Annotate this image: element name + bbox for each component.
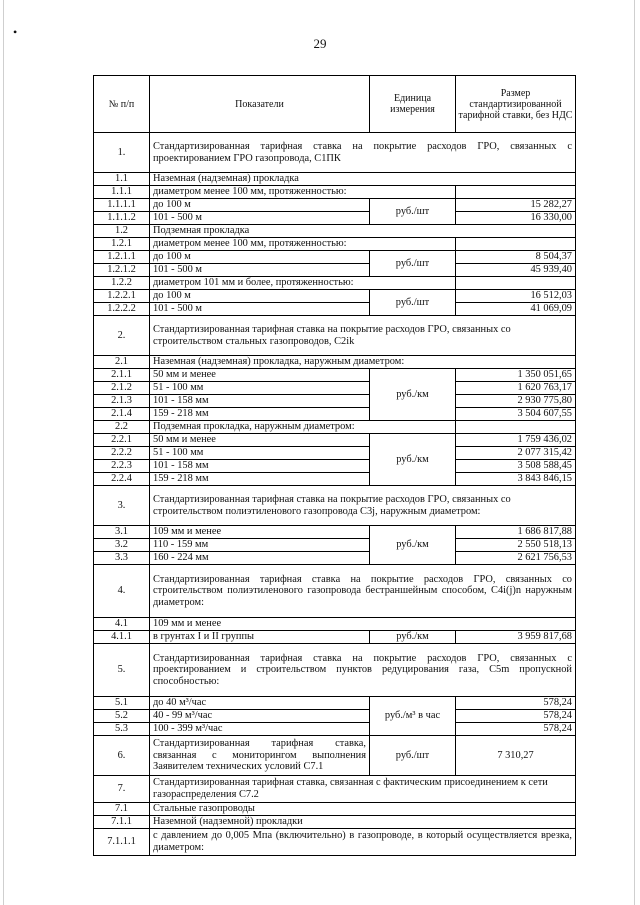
row-value: 1 686 817,88 [456,526,576,539]
row-text: 51 - 100 мм [150,382,370,395]
row-text: 101 - 500 м [150,303,370,316]
row-value [456,277,576,290]
table-row [94,473,576,486]
row-num: 1.2.1.1 [94,251,150,264]
row-value: 16 330,00 [456,212,576,225]
row-num: 6. [94,736,150,776]
table-row [94,316,576,356]
row-num: 1.2.2.2 [94,303,150,316]
row-value: 578,24 [456,710,576,723]
row-num: 1.1 [94,173,150,186]
table-row [94,199,576,212]
row-num: 4.1 [94,618,150,631]
row-value: 1 759 436,02 [456,434,576,447]
row-text: Стандартизированная тарифная ставка на покрытие расходов ГРО, связанных со строительством стальных газопроводов, C2ik [150,316,576,356]
row-num: 2.1.4 [94,408,150,421]
row-text: до 100 м [150,199,370,212]
table-row [94,382,576,395]
row-value: 16 512,03 [456,290,576,303]
row-text: 50 мм и менее [150,434,370,447]
row-value: 3 843 846,15 [456,473,576,486]
row-num: 1.2.1 [94,238,150,251]
table-row [94,395,576,408]
table-row [94,238,576,251]
row-value: 8 504,37 [456,251,576,264]
row-text: 40 - 99 м³/час [150,710,370,723]
row-num: 2.1 [94,356,150,369]
table-row [94,565,576,618]
row-text: 160 - 224 мм [150,552,370,565]
table-row [94,539,576,552]
table-row [94,356,576,369]
row-value: 3 504 607,55 [456,408,576,421]
row-num: 3.1 [94,526,150,539]
row-text: 51 - 100 мм [150,447,370,460]
row-text: 109 мм и менее [150,526,370,539]
table-row [94,618,576,631]
table-row [94,408,576,421]
margin-mark: • [13,25,18,39]
row-value: 45 939,40 [456,264,576,277]
row-value: 41 069,09 [456,303,576,316]
table-row [94,264,576,277]
row-num: 7.1.1.1 [94,829,150,856]
row-num: 2.2.2 [94,447,150,460]
table-row [94,434,576,447]
row-text: Наземная (надземная) прокладка [150,173,576,186]
row-value: 2 077 315,42 [456,447,576,460]
row-value: 2 550 518,13 [456,539,576,552]
header-indicator: Показатели [150,76,370,133]
table-row [94,173,576,186]
table-row [94,710,576,723]
table-row [94,723,576,736]
row-num: 7.1 [94,803,150,816]
row-num: 3.3 [94,552,150,565]
row-num: 1.1.1.1 [94,199,150,212]
table-row [94,829,576,856]
row-value [456,186,576,199]
page-number: 29 [313,36,327,51]
row-text: Стандартизированная тарифная ставка на покрытие расходов ГРО, связанных с проектированием ГРО газопровода, C1ПК [150,133,576,173]
row-num: 2.1.1 [94,369,150,382]
table-row [94,212,576,225]
row-value: 7 310,27 [456,736,576,776]
table-row [94,552,576,565]
row-text: Подземная прокладка, наружным диаметром: [150,421,456,434]
row-num: 7.1.1 [94,816,150,829]
row-num: 2.2 [94,421,150,434]
row-text: до 100 м [150,290,370,303]
table-row [94,369,576,382]
row-value: 1 350 051,65 [456,369,576,382]
row-text: Стандартизированная тарифная ставка, связанная с мониторингом выполнения Заявителем технических условий C7.1 [150,736,370,776]
table-row [94,776,576,803]
table-row [94,277,576,290]
table-row [94,133,576,173]
row-text: Стандартизированная тарифная ставка на покрытие расходов ГРО, связанных со строительством полиэтиленового газопровода C3j, наружным диаметром: [150,486,576,526]
table-row [94,486,576,526]
row-text: 50 мм и менее [150,369,370,382]
row-unit: руб./м³ в час [370,697,456,736]
row-num: 5.3 [94,723,150,736]
table-row [94,447,576,460]
table-row [94,421,576,434]
row-num: 4. [94,565,150,618]
row-num: 2. [94,316,150,356]
row-value: 3 959 817,68 [456,631,576,644]
row-value: 2 930 775,80 [456,395,576,408]
header-num: № п/п [94,76,150,133]
row-text: Стандартизированная тарифная ставка на покрытие расходов ГРО, связанных со строительством полиэтиленового газопровода бестраншейным способом, C4i(j)n наружным диаметром: [150,565,576,618]
row-text: Подземная прокладка [150,225,576,238]
table-row [94,631,576,644]
row-text: Наземная (надземная) прокладка, наружным диаметром: [150,356,576,369]
row-num: 3. [94,486,150,526]
table-row [94,290,576,303]
table-row [94,816,576,829]
row-text: в грунтах I и II группы [150,631,370,644]
row-num: 1.2.2.1 [94,290,150,303]
header-rate: Размер стандартизированной тарифной ставки, без НДС [456,76,576,133]
row-text: диаметром менее 100 мм, протяженностью: [150,238,456,251]
row-num: 5.1 [94,697,150,710]
table-row [94,186,576,199]
table-row [94,736,576,776]
row-unit: руб./км [370,369,456,421]
row-num: 5. [94,644,150,697]
row-text: с давлением до 0,005 Мпа (включительно) в газопроводе, в который осуществляется врезка, диаметром: [150,829,576,856]
table-row [94,303,576,316]
table-row [94,803,576,816]
row-text: 101 - 158 мм [150,460,370,473]
row-text: 101 - 500 м [150,212,370,225]
row-num: 4.1.1 [94,631,150,644]
row-num: 3.2 [94,539,150,552]
row-unit: руб./шт [370,251,456,277]
row-text: диаметром 101 мм и более, протяженностью: [150,277,456,290]
row-num: 1.2 [94,225,150,238]
row-text: до 100 м [150,251,370,264]
tariff-table [93,75,576,856]
row-text: Стандартизированная тарифная ставка, связанная с фактическим присоединением к сети газораспределения C7.2 [150,776,576,803]
row-text: Стандартизированная тарифная ставка на покрытие расходов ГРО, связанных с проектированием и строительством пунктов редуцирования газа, C5m пропускной способностью: [150,644,576,697]
row-num: 7. [94,776,150,803]
row-text: 159 - 218 мм [150,408,370,421]
row-text: до 40 м³/час [150,697,370,710]
row-value: 15 282,27 [456,199,576,212]
row-num: 2.2.1 [94,434,150,447]
scan-edge-right [634,0,635,905]
row-text: 159 - 218 мм [150,473,370,486]
table-row [94,460,576,473]
row-num: 1. [94,133,150,173]
row-num: 1.2.2 [94,277,150,290]
row-text: 109 мм и менее [150,618,576,631]
row-num: 2.2.4 [94,473,150,486]
row-unit: руб./км [370,631,456,644]
table-row [94,526,576,539]
row-unit: руб./км [370,526,456,565]
row-value [456,421,576,434]
row-num: 1.1.1.2 [94,212,150,225]
row-value: 578,24 [456,697,576,710]
row-text: Стальные газопроводы [150,803,576,816]
row-num: 2.1.3 [94,395,150,408]
table-row [94,225,576,238]
row-text: 100 - 399 м³/час [150,723,370,736]
table-row [94,644,576,697]
row-text: диаметром менее 100 мм, протяженностью: [150,186,456,199]
row-num: 1.1.1 [94,186,150,199]
header-unit: Единица измерения [370,76,456,133]
row-value: 2 621 756,53 [456,552,576,565]
row-value: 3 508 588,45 [456,460,576,473]
row-num: 2.1.2 [94,382,150,395]
row-num: 5.2 [94,710,150,723]
row-text: 101 - 500 м [150,264,370,277]
row-unit: руб./шт [370,199,456,225]
scan-edge-left [3,0,4,905]
row-text: 101 - 158 мм [150,395,370,408]
row-text: Наземной (надземной) прокладки [150,816,576,829]
row-num: 2.2.3 [94,460,150,473]
row-value: 578,24 [456,723,576,736]
table-row [94,697,576,710]
table-row [94,251,576,264]
table-header-row [94,76,576,133]
row-value: 1 620 763,17 [456,382,576,395]
row-num: 1.2.1.2 [94,264,150,277]
row-text: 110 - 159 мм [150,539,370,552]
row-unit: руб./шт [370,736,456,776]
row-unit: руб./шт [370,290,456,316]
row-value [456,238,576,251]
row-unit: руб./км [370,434,456,486]
